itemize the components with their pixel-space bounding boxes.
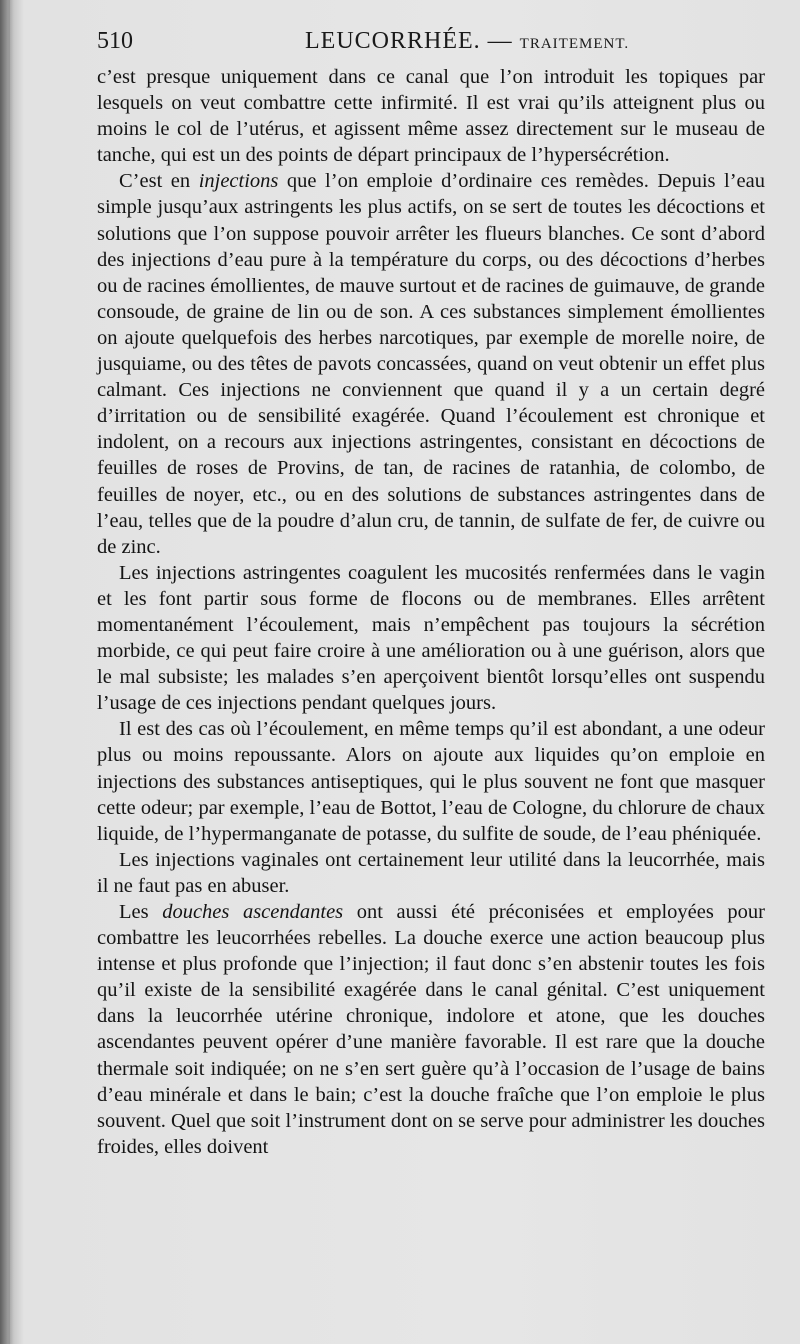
paragraph-text: Les injections vaginales ont certainement leur utilité dans la leucorrhée, mais il ne faut pas en abuser. (97, 848, 765, 897)
running-header (97, 28, 765, 58)
italic-term: douches ascendantes (162, 901, 344, 923)
paragraph-1 (97, 64, 765, 168)
paragraph-text: Les (119, 901, 163, 923)
running-title (305, 28, 629, 55)
paragraph-text: ont aussi été préconisées et employées pour combattre les leucorrhées rebelles. La douche exerce une action beaucoup plus intense et plus profonde que l’injection; il faut donc s’en abstenir toutes les fois qu’il existe de la sensibilité exagérée dans le canal génital. C’est uniquement dans la leucorrhée utérine chronique, indolore et atone, que les douches ascendantes peuvent opérer d’une manière favorable. Il est rare que la douche thermale soit indiquée; on ne s’en sert guère qu’à l’occasion de l’usage de bains d’eau minérale et dans le bain; c’est la douche fraîche que l’on emploie le plus souvent. Quel que soit l’instrument dont on se serve pour administrer les douches froides, elles doivent (97, 901, 766, 1158)
running-title-main: LEUCORRHÉE. (305, 28, 481, 54)
paragraph-5 (97, 847, 765, 899)
paragraph-text: c’est presque uniquement dans ce canal que l’on introduit les topiques par lesquels on veut combattre cette infirmité. Il est vrai qu’ils atteignent plus ou moins le col de l’utérus, et agissent même assez directement sur le museau de tanche, qui est un des points de départ principaux de l’hypersécrétion. (97, 66, 765, 167)
running-title-sub: TRAITEMENT. (519, 36, 630, 52)
paragraph-text: Les injections astringentes coagulent les mucosités renfermées dans le vagin et les font partir sous forme de flocons ou de membranes. Elles arrêtent momentanément l’écoulement, mais n’empêchent pas toujours la sécrétion morbide, ce qui peut faire croire à une amélioration ou à une guérison, alors que le mal subsiste; les malades s’en aperçoivent bientôt lorsqu’elles ont suspendu l’usage de ces injections pendant quelques jours. (97, 561, 765, 715)
italic-term: injections (198, 170, 279, 193)
paragraph-2 (97, 168, 765, 559)
paragraph-text: Il est des cas où l’écoulement, en même temps qu’il est abondant, a une odeur plus ou moins repoussante. Alors on ajoute aux liquides qu’on emploie en injections des substances antiseptiques, qui le plus souvent ne font que masquer cette odeur; par exemple, l’eau de Bottot, l’eau de Cologne, du chlorure de chaux liquide, de l’hypermanganate de potasse, du sulfite de soude, de l’eau phéniquée. (97, 718, 765, 845)
running-title-dash: — (480, 28, 520, 54)
paragraph-4 (97, 716, 765, 846)
binding-gutter (8, 0, 10, 1344)
paragraph-text: C’est en (119, 170, 199, 193)
body-text (97, 64, 765, 1160)
paragraph-6 (97, 899, 765, 1160)
page-number: 510 (97, 28, 133, 54)
paragraph-text: que l’on emploie d’ordinaire ces remèdes. Depuis l’eau simple jusqu’aux astringents les plus actifs, on se sert de toutes les décoctions et solutions que l’on suppose pouvoir arrêter les flueurs blanches. Ce sont d’abord des injections d’eau pure à la température du corps, ou des décoctions d’herbes ou de racines émollientes, de mauve surtout et de racines de guimauve, de grande consoude, de graine de lin ou de son. A ces substances simplement émollientes on ajoute quelquefois des herbes narcotiques, par exemple de morelle noire, de jusquiame, ou des têtes de pavots concassées, quand on veut obtenir un effet plus calmant. Ces injections ne conviennent que quand il y a un certain degré d’irritation ou de sensibilité exagérée. Quand l’écoulement est chronique et indolent, on a recours aux injections astringentes, consistant en décoctions de feuilles de roses de Provins, de tan, de racines de ratanhia, de colombo, de feuilles de noyer, etc., ou en des solutions de substances astringentes dans de l’eau, telles que de la poudre d’alun cru, de tannin, de sulfate de fer, de cuivre ou de zinc. (97, 170, 765, 558)
paragraph-3 (97, 560, 765, 717)
